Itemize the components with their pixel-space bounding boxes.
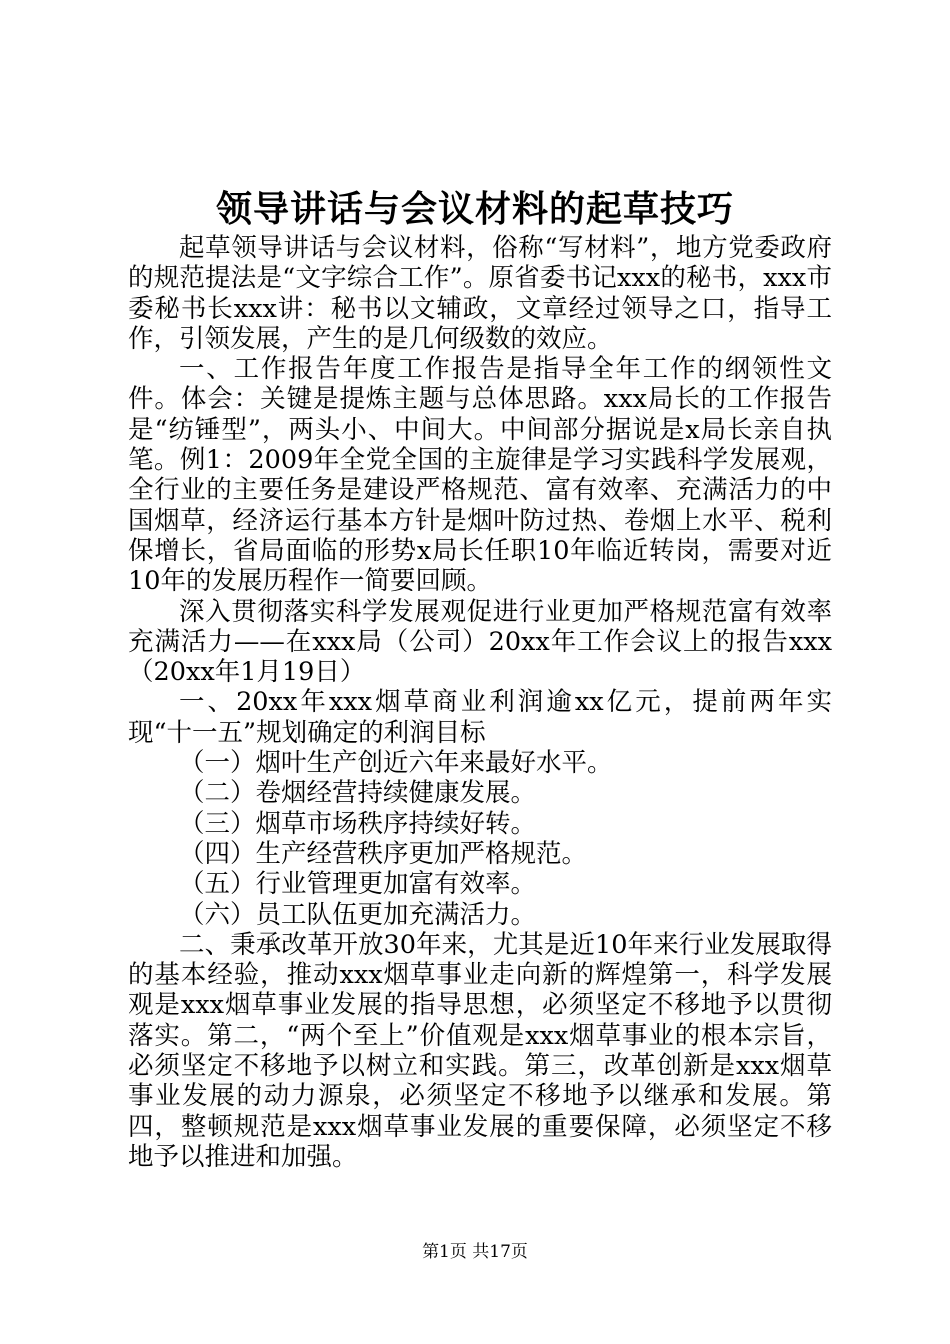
- paragraph-report-title: 深入贯彻落实科学发展观促进行业更加严格规范富有效率充满活力——在xxx局（公司）20xx年工作会议上的报告xxx（20xx年1月19日）: [128, 596, 832, 688]
- list-item-3: （三）烟草市场秩序持续好转。: [179, 808, 537, 839]
- document-body: [128, 233, 832, 1172]
- page-number-footer: 第1页 共17页: [422, 1242, 528, 1262]
- paragraph-section-two: 二、秉承改革开放30年来，尤其是近10年来行业发展取得的基本经验，推动xxx烟草事业走向新的辉煌第一，科学发展观是xxx烟草事业发展的指导思想，必须坚定不移地予以贯彻落实。第二，“两个至上”价值观是xxx烟草事业的根本宗旨，必须坚定不移地予以树立和实践。第三，改革创新是xxx烟草事业发展的动力源泉，必须坚定不移地予以继承和发展。第四，整顿规范是xxx烟草事业发展的重要保障，必须坚定不移地予以推进和加强。: [128, 929, 832, 1172]
- paragraph-work-report: 一、工作报告年度工作报告是指导全年工作的纲领性文件。体会：关键是提炼主题与总体思路。xxx局长的工作报告是“纺锤型”，两头小、中间大。中间部分据说是x局长亲自执笔。例1：2009年全党全国的主旋律是学习实践科学发展观，全行业的主要任务是建设严格规范、富有效率、充满活力的中国烟草，经济运行基本方针是烟叶防过热、卷烟上水平、税利保增长，省局面临的形势x局长任职10年临近转岗，需要对近10年的发展历程作一简要回顾。: [128, 354, 832, 597]
- paragraph-intro: 起草领导讲话与会议材料，俗称“写材料”，地方党委政府的规范提法是“文字综合工作”。原省委书记xxx的秘书，xxx市委秘书长xxx讲：秘书以文辅政，文章经过领导之口，指导工作，引领发展，产生的是几何级数的效应。: [128, 233, 832, 354]
- paragraph-section-one: 一、20xx年xxx烟草商业利润逾xx亿元，提前两年实现“十一五”规划确定的利润目标: [128, 687, 832, 748]
- list-item-2: （二）卷烟经营持续健康发展。: [179, 778, 537, 809]
- list-item-1: （一）烟叶生产创近六年来最好水平。: [179, 748, 613, 779]
- list-item-6: （六）员工队伍更加充满活力。: [179, 899, 537, 930]
- document-title: 领导讲话与会议材料的起草技巧: [215, 188, 734, 230]
- list-item-4: （四）生产经营秩序更加严格规范。: [179, 838, 588, 869]
- list-item-5: （五）行业管理更加富有效率。: [179, 869, 537, 900]
